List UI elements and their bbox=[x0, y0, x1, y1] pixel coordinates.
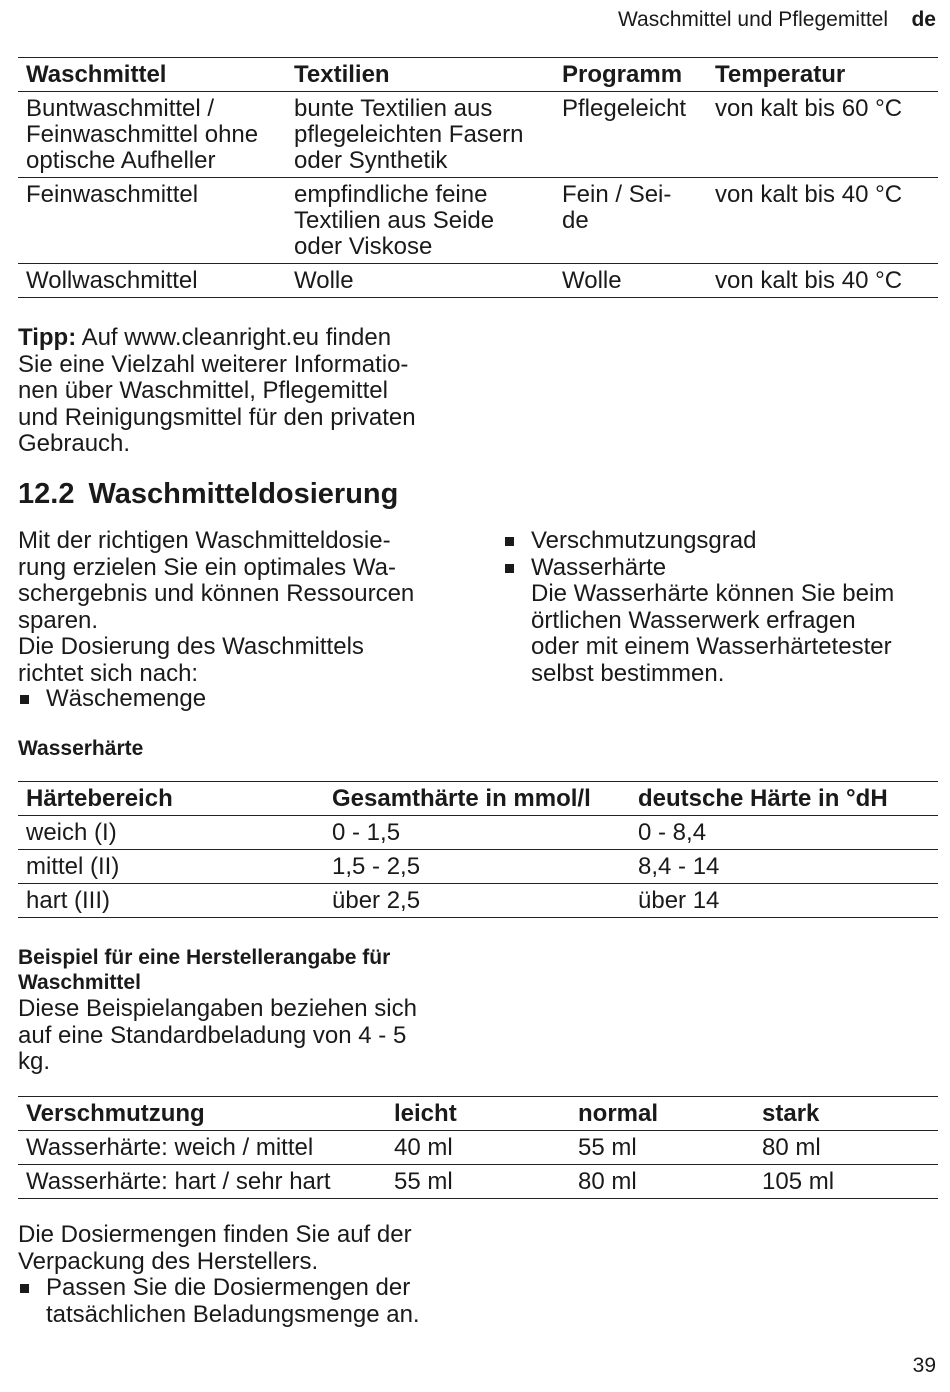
table-cell: Wasserhärte: hart / sehr hart bbox=[18, 1165, 386, 1199]
list-item-text: Passen Sie die Dosiermengen der tatsächlichen Beladungsmenge an. bbox=[46, 1274, 420, 1328]
column-header: Textilien bbox=[286, 58, 554, 92]
list-item-text: Wasserhärte Die Wasserhärte können Sie beim örtlichen Wasserwerk erfragen oder mit einem Wasserhärtetester selbst bestimmen. bbox=[531, 553, 895, 687]
table-cell: 40 ml bbox=[386, 1131, 570, 1165]
table-cell: 0 - 8,4 bbox=[630, 816, 938, 850]
table-cell: 55 ml bbox=[570, 1131, 754, 1165]
column-header: deutsche Härte in °dH bbox=[630, 782, 938, 816]
column-header: Temperatur bbox=[707, 58, 938, 92]
table-cell: Feinwaschmittel bbox=[18, 178, 286, 264]
column-header: Programm bbox=[554, 58, 707, 92]
page-number: 39 bbox=[912, 1354, 936, 1377]
column-header: Gesamthärte in mmol/l bbox=[324, 782, 630, 816]
table-cell: weich (I) bbox=[18, 816, 324, 850]
list-item bbox=[18, 686, 463, 713]
water-hardness-table bbox=[18, 781, 938, 918]
water-hardness-heading: Wasserhärte bbox=[18, 737, 144, 760]
list-item bbox=[503, 555, 943, 688]
closing-bullets bbox=[18, 1275, 463, 1328]
column-header: normal bbox=[570, 1097, 754, 1131]
header-language: de bbox=[911, 8, 936, 31]
table-row bbox=[18, 264, 938, 298]
table-cell: über 2,5 bbox=[324, 884, 630, 918]
section-heading bbox=[18, 478, 398, 511]
list-item-text: Verschmutzungsgrad bbox=[531, 527, 757, 554]
table-cell: Wolle bbox=[554, 264, 707, 298]
intro-bullets-left bbox=[18, 686, 463, 713]
column-header: leicht bbox=[386, 1097, 570, 1131]
bullet-square-icon bbox=[20, 1284, 29, 1293]
table-cell: von kalt bis 40 °C bbox=[707, 178, 938, 264]
table-cell: 105 ml bbox=[754, 1165, 938, 1199]
bullet-square-icon bbox=[505, 537, 514, 546]
table-row bbox=[18, 178, 938, 264]
table-cell: empfindliche feine Textilien aus Seide oder Viskose bbox=[286, 178, 554, 264]
list-item bbox=[18, 1275, 463, 1328]
table-cell: Wasserhärte: weich / mittel bbox=[18, 1131, 386, 1165]
table-cell: 55 ml bbox=[386, 1165, 570, 1199]
section-number: 12.2 bbox=[18, 478, 75, 510]
tip-label: Tipp: bbox=[18, 324, 77, 351]
intro-bullets-right bbox=[503, 528, 943, 687]
tip-paragraph bbox=[18, 325, 458, 458]
table-header-row bbox=[18, 1097, 938, 1131]
table-cell: 0 - 1,5 bbox=[324, 816, 630, 850]
example-heading: Beispiel für eine Herstellerangabe für Waschmittel bbox=[18, 946, 391, 994]
example-paragraph: Diese Beispielangaben beziehen sich auf eine Standardbeladung von 4 - 5 kg. bbox=[18, 995, 417, 1075]
intro-paragraph: Mit der richtigen Waschmitteldosie- rung erzielen Sie ein optimales Wa- schergebnis und können Ressourcen sparen. Die Dosierung des Waschmittels richtet sich nach: bbox=[18, 527, 415, 687]
table-cell: Wolle bbox=[286, 264, 554, 298]
section-title: Waschmitteldosierung bbox=[88, 478, 399, 510]
table-cell: 80 ml bbox=[570, 1165, 754, 1199]
table-row bbox=[18, 850, 938, 884]
list-item bbox=[503, 528, 943, 555]
detergent-table bbox=[18, 57, 938, 298]
table-row bbox=[18, 92, 938, 178]
column-header: Waschmittel bbox=[18, 58, 286, 92]
header-title: Waschmittel und Pflegemittel bbox=[618, 8, 888, 31]
table-cell: 1,5 - 2,5 bbox=[324, 850, 630, 884]
table-cell: bunte Textilien aus pflegeleichten Fasern oder Synthetik bbox=[286, 92, 554, 178]
table-row bbox=[18, 1165, 938, 1199]
dosage-table bbox=[18, 1096, 938, 1199]
table-cell: Fein / Sei- de bbox=[554, 178, 707, 264]
table-row bbox=[18, 1131, 938, 1165]
table-header-row bbox=[18, 58, 938, 92]
table-row bbox=[18, 816, 938, 850]
bullet-square-icon bbox=[505, 564, 514, 573]
column-header: Verschmutzung bbox=[18, 1097, 386, 1131]
table-cell: Buntwaschmittel / Feinwaschmittel ohne optische Aufheller bbox=[18, 92, 286, 178]
list-item-text: Wäschemenge bbox=[46, 685, 207, 712]
table-cell: Pflegeleicht bbox=[554, 92, 707, 178]
table-row bbox=[18, 884, 938, 918]
table-cell: 8,4 - 14 bbox=[630, 850, 938, 884]
bullet-square-icon bbox=[20, 695, 29, 704]
column-header: stark bbox=[754, 1097, 938, 1131]
table-cell: Wollwaschmittel bbox=[18, 264, 286, 298]
table-cell: hart (III) bbox=[18, 884, 324, 918]
table-header-row bbox=[18, 782, 938, 816]
table-cell: von kalt bis 40 °C bbox=[707, 264, 938, 298]
tip-text: Auf www.cleanright.eu finden Sie eine Vielzahl weiterer Informatio- nen über Waschmittel, Pflegemittel und Reinigungsmittel für den privaten Gebrauch. bbox=[18, 324, 416, 457]
closing-paragraph: Die Dosiermengen finden Sie auf der Verpackung des Herstellers. bbox=[18, 1221, 412, 1275]
table-cell: mittel (II) bbox=[18, 850, 324, 884]
column-header: Härtebereich bbox=[18, 782, 324, 816]
table-cell: von kalt bis 60 °C bbox=[707, 92, 938, 178]
table-cell: 80 ml bbox=[754, 1131, 938, 1165]
page-header bbox=[0, 8, 936, 36]
table-cell: über 14 bbox=[630, 884, 938, 918]
